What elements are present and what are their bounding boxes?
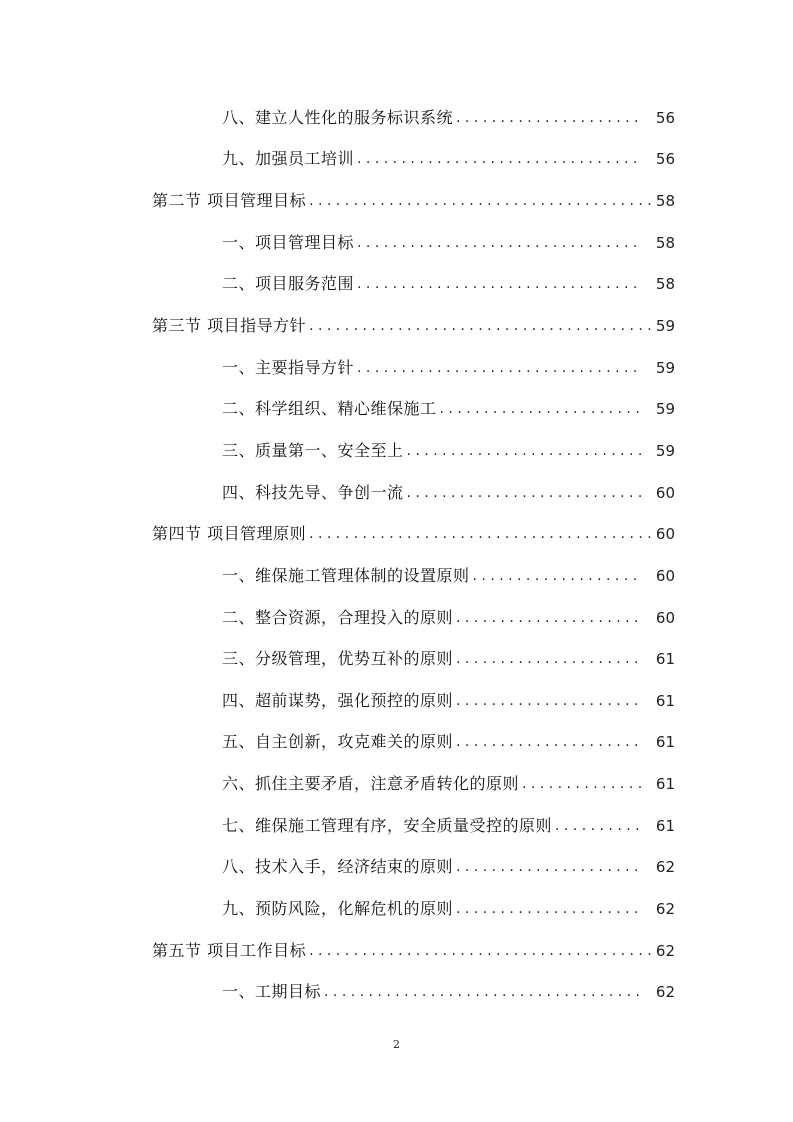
toc-subsection-line[interactable] xyxy=(0,597,793,639)
toc-subsection-line[interactable] xyxy=(0,555,793,597)
dot-leader xyxy=(552,816,641,836)
toc-entry-label: 八、技术入手，经济结束的原则 xyxy=(222,857,454,877)
dot-leader xyxy=(519,774,641,794)
toc-entry-label: 第五节 项目工作目标 xyxy=(152,940,307,960)
toc-subsection-line[interactable] xyxy=(0,638,793,680)
toc-entry-label: 三、分级管理，优势互补的原则 xyxy=(222,649,454,669)
toc-subsection-line[interactable] xyxy=(0,805,793,847)
toc-entry-page-number: 61 xyxy=(655,816,675,835)
toc-entry-page-number: 62 xyxy=(655,941,675,960)
toc-entry xyxy=(222,555,641,597)
toc-subsection-line[interactable] xyxy=(0,139,793,181)
page-number: 2 xyxy=(393,1038,400,1051)
toc-entry xyxy=(222,722,641,764)
toc-entry xyxy=(222,139,641,181)
toc-entry-page-number: 59 xyxy=(655,441,675,460)
toc-subsection-line[interactable] xyxy=(0,971,793,1013)
toc-subsection-line[interactable] xyxy=(0,430,793,472)
toc-entry-page-number: 59 xyxy=(655,358,675,377)
toc-entry-label: 第四节 项目管理原则 xyxy=(152,524,307,544)
toc-section-line[interactable] xyxy=(0,305,793,347)
toc-entry xyxy=(222,763,641,805)
toc-entry-page-number: 56 xyxy=(655,108,675,127)
toc-entry xyxy=(152,305,655,347)
toc-entry-page-number: 60 xyxy=(655,525,675,544)
toc-entry-page-number: 61 xyxy=(655,691,675,710)
dot-leader xyxy=(453,691,641,711)
toc-entry-label: 二、项目服务范围 xyxy=(222,274,355,294)
toc-entry-label: 第三节 项目指导方针 xyxy=(152,316,307,336)
dot-leader xyxy=(306,941,655,961)
toc-subsection-line[interactable] xyxy=(0,222,793,264)
dot-leader xyxy=(354,149,641,169)
toc-entry xyxy=(222,847,641,889)
dot-leader xyxy=(453,108,641,128)
dot-leader xyxy=(470,566,641,586)
dot-leader xyxy=(453,732,641,752)
toc-section-line[interactable] xyxy=(0,513,793,555)
toc-entry xyxy=(222,805,641,847)
toc-entry-label: 五、自主创新，攻克难关的原则 xyxy=(222,732,454,752)
dot-leader xyxy=(404,483,641,503)
toc-entry xyxy=(222,971,641,1013)
toc-entry-page-number: 60 xyxy=(655,483,675,502)
dot-leader xyxy=(354,274,641,294)
toc-entry-label: 二、整合资源，合理投入的原则 xyxy=(222,607,454,627)
toc-entry xyxy=(222,97,641,139)
toc-entry xyxy=(152,930,655,972)
dot-leader xyxy=(354,358,641,378)
dot-leader xyxy=(404,441,641,461)
toc-entry-label: 一、工期目标 xyxy=(222,982,322,1002)
toc-entry xyxy=(222,430,641,472)
toc-subsection-line[interactable] xyxy=(0,264,793,306)
toc-entry-label: 二、科学组织、精心维保施工 xyxy=(222,399,437,419)
toc-entry-label: 九、加强员工培训 xyxy=(222,149,355,169)
toc-entry-label: 四、超前谋势，强化预控的原则 xyxy=(222,690,454,710)
dot-leader xyxy=(321,982,641,1002)
toc-subsection-line[interactable] xyxy=(0,888,793,930)
toc-section-line[interactable] xyxy=(0,930,793,972)
toc-subsection-line[interactable] xyxy=(0,388,793,430)
toc-entry xyxy=(152,513,655,555)
dot-leader xyxy=(306,316,655,336)
toc-entry-page-number: 62 xyxy=(655,899,675,918)
toc-entry xyxy=(222,388,641,430)
toc-entry-page-number: 60 xyxy=(655,566,675,585)
toc-entry-page-number: 58 xyxy=(655,275,675,294)
table-of-contents xyxy=(0,97,793,1013)
toc-subsection-line[interactable] xyxy=(0,722,793,764)
dot-leader xyxy=(453,649,641,669)
toc-entry xyxy=(222,347,641,389)
toc-entry xyxy=(222,264,641,306)
toc-entry-label: 九、预防风险，化解危机的原则 xyxy=(222,898,454,918)
dot-leader xyxy=(453,857,641,877)
toc-subsection-line[interactable] xyxy=(0,347,793,389)
toc-section-line[interactable] xyxy=(0,180,793,222)
toc-entry xyxy=(222,680,641,722)
toc-entry-label: 一、项目管理目标 xyxy=(222,232,355,252)
toc-subsection-line[interactable] xyxy=(0,847,793,889)
toc-entry xyxy=(222,597,641,639)
dot-leader xyxy=(453,899,641,919)
toc-entry xyxy=(222,888,641,930)
toc-entry-label: 三、质量第一、安全至上 xyxy=(222,440,404,460)
toc-subsection-line[interactable] xyxy=(0,763,793,805)
toc-entry-page-number: 60 xyxy=(655,608,675,627)
toc-subsection-line[interactable] xyxy=(0,97,793,139)
toc-entry-label: 一、维保施工管理体制的设置原则 xyxy=(222,565,470,585)
toc-entry xyxy=(222,222,641,264)
toc-entry xyxy=(152,180,655,222)
toc-entry-label: 第二节 项目管理目标 xyxy=(152,191,307,211)
toc-entry-page-number: 59 xyxy=(655,400,675,419)
dot-leader xyxy=(453,608,641,628)
toc-subsection-line[interactable] xyxy=(0,472,793,514)
toc-entry-page-number: 61 xyxy=(655,650,675,669)
dot-leader xyxy=(437,399,641,419)
toc-entry-page-number: 62 xyxy=(655,858,675,877)
toc-entry-label: 一、主要指导方针 xyxy=(222,357,355,377)
toc-entry-page-number: 58 xyxy=(655,233,675,252)
toc-entry-label: 四、科技先导、争创一流 xyxy=(222,482,404,502)
dot-leader xyxy=(306,191,655,211)
toc-entry-label: 六、抓住主要矛盾，注意矛盾转化的原则 xyxy=(222,774,520,794)
toc-entry-page-number: 61 xyxy=(655,775,675,794)
toc-entry-label: 七、维保施工管理有序，安全质量受控的原则 xyxy=(222,815,553,835)
dot-leader xyxy=(306,524,655,544)
dot-leader xyxy=(354,233,641,253)
toc-subsection-line[interactable] xyxy=(0,680,793,722)
toc-entry-page-number: 56 xyxy=(655,150,675,169)
toc-entry-page-number: 62 xyxy=(655,983,675,1002)
toc-entry-page-number: 58 xyxy=(655,192,675,211)
toc-entry xyxy=(222,472,641,514)
toc-entry-page-number: 59 xyxy=(655,317,675,336)
toc-entry-label: 八、建立人性化的服务标识系统 xyxy=(222,107,454,127)
toc-entry-page-number: 61 xyxy=(655,733,675,752)
toc-entry xyxy=(222,638,641,680)
